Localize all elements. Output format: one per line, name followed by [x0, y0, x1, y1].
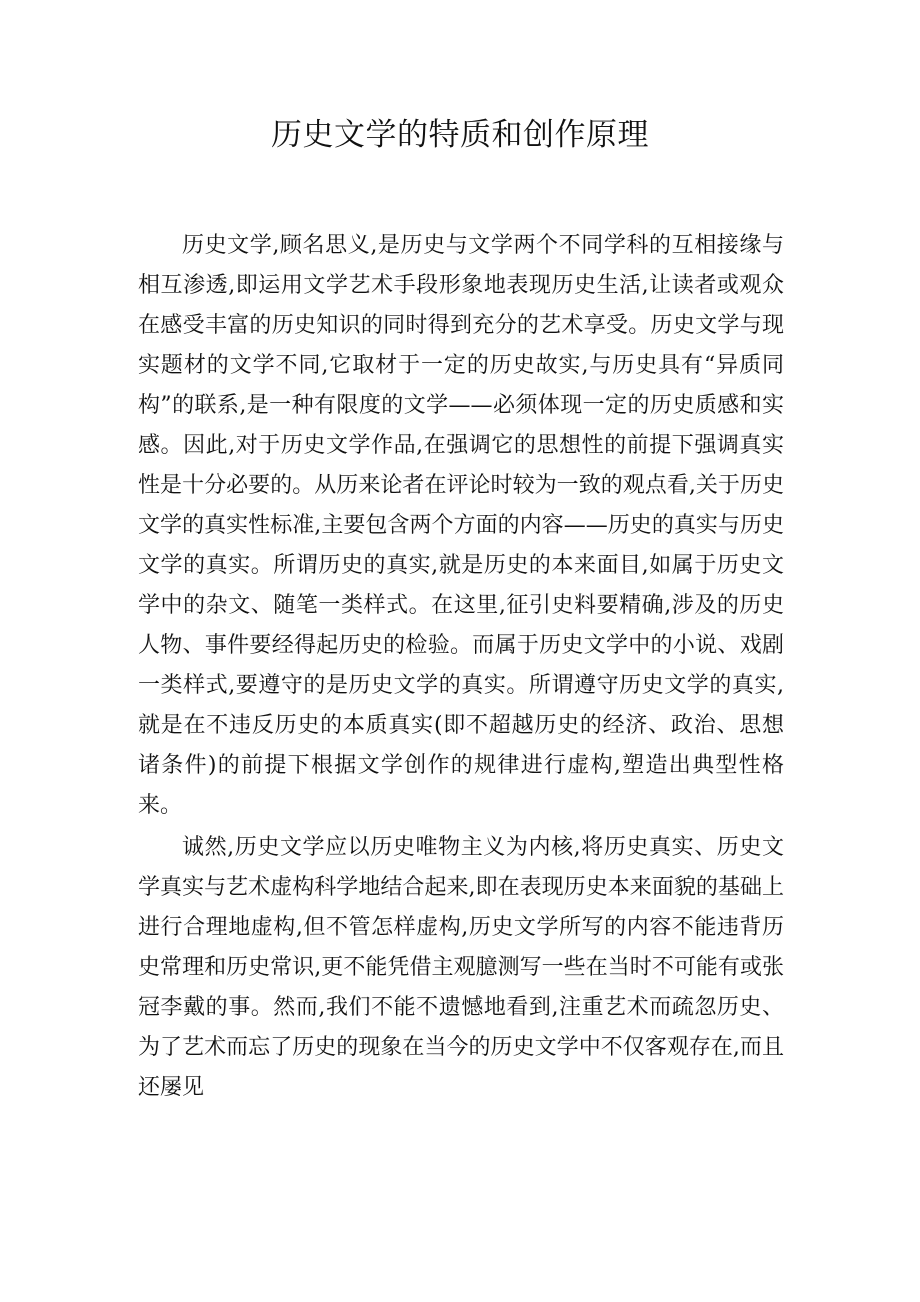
document-body: [138, 226, 784, 1108]
document-title: 历史文学的特质和创作原理: [271, 117, 649, 153]
body-paragraph-1: 历史文学,顾名思义,是历史与文学两个不同学科的互相接缘与相互渗透,即运用文学艺术手段形象地表现历史生活,让读者或观众在感受丰富的历史知识的同时得到充分的艺术享受。历史文学与现实题材的文学不同,它取材于一定的历史故实,与历史具有“异质同构”的联系,是一种有限度的文学——必须体现一定的历史质感和实感。因此,对于历史文学作品,在强调它的思想性的前提下强调真实性是十分必要的。从历来论者在评论时较为一致的观点看,关于历史文学的真实性标准,主要包含两个方面的内容——历史的真实与历史文学的真实。所谓历史的真实,就是历史的本来面目,如属于历史文学中的杂文、随笔一类样式。在这里,征引史料要精确,涉及的历史人物、事件要经得起历史的检验。而属于历史文学中的小说、戏剧一类样式,要遵守的是历史文学的真实。所谓遵守历史文学的真实,就是在不违反历史的本质真实(即不超越历史的经济、政治、思想诸条件)的前提下根据文学创作的规律进行虚构,塑造出典型性格来。: [138, 233, 784, 818]
body-paragraph-2: 诚然,历史文学应以历史唯物主义为内核,将历史真实、历史文学真实与艺术虚构科学地结合起来,即在表现历史本来面貌的基础上进行合理地虚构,但不管怎样虚构,历史文学所写的内容不能违背历史常理和历史常识,更不能凭借主观臆测写一些在当时不可能有或张冠李戴的事。然而,我们不能不遗憾地看到,注重艺术而疏忽历史、为了艺术而忘了历史的现象在当今的历史文学中不仅客观存在,而且还屡见: [138, 835, 784, 1100]
